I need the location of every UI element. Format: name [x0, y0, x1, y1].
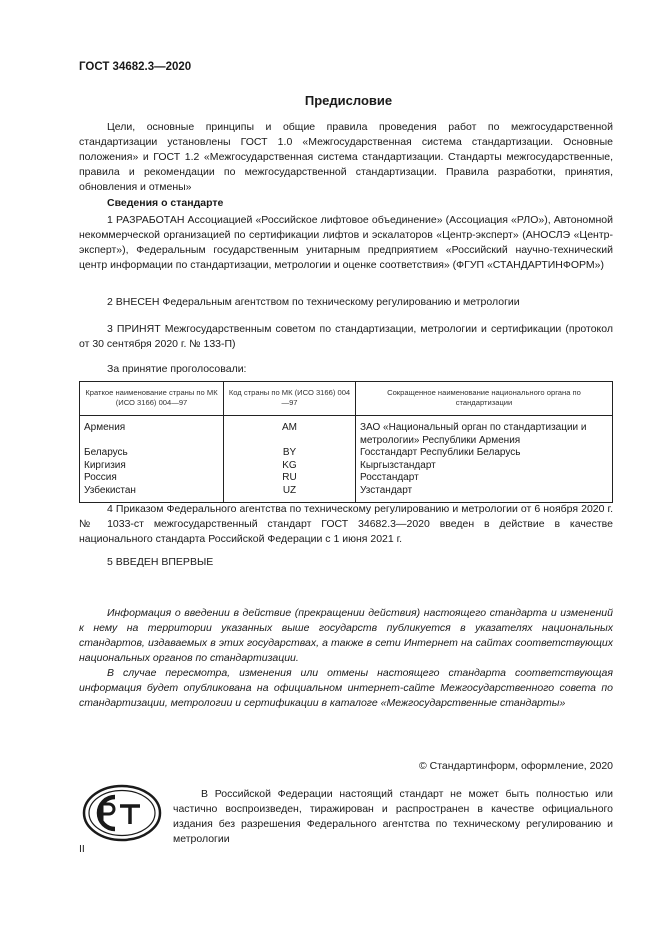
table-row	[80, 472, 613, 485]
cell-code: RU	[224, 472, 356, 485]
cell-country: Беларусь	[80, 447, 224, 460]
rst-logo	[82, 784, 162, 847]
item-5-text: 5 ВВЕДЕН ВПЕРВЫЕ	[107, 556, 214, 568]
cell-country: Киргизия	[80, 460, 224, 473]
cell-body: Росстандарт	[356, 472, 613, 485]
table-row	[80, 416, 613, 448]
intro-paragraph	[79, 120, 613, 195]
document-code: ГОСТ 34682.3—2020	[79, 61, 192, 73]
item-5	[79, 555, 613, 570]
header-code: Код страны по МК (ИСО 3166) 004—97	[224, 382, 356, 416]
cell-body: ЗАО «Национальный орган по стандартизации и метрологии» Республики Армения	[356, 416, 613, 448]
section-title: Сведения о стандарте	[107, 197, 224, 209]
cell-code: KG	[224, 460, 356, 473]
header-body: Сокращенное наименование национального органа по стандартизации	[356, 382, 613, 416]
rst-logo-icon	[82, 784, 162, 842]
copyright: © Стандартинформ, оформление, 2020	[418, 760, 613, 772]
table-header-row	[80, 382, 613, 416]
cell-code: AM	[224, 416, 356, 448]
info-block	[79, 606, 613, 711]
item-4	[79, 502, 613, 547]
info-text-2: В случае пересмотра, изменения или отмены настоящего стандарта соответствующая информация будет опубликована на официальном интернет-сайте Межгосударственного совета по стандартизации, метрологии и сертификации в каталоге «Межгосударственные стандарты»	[79, 667, 613, 709]
table-row	[80, 485, 613, 502]
page-number: II	[79, 843, 85, 855]
item-2	[79, 295, 613, 310]
item-3-text: 3 ПРИНЯТ Межгосударственным советом по стандартизации, метрологии и сертификации (протокол от 30 сентября 2020 г. № 133-П)	[79, 323, 613, 350]
cell-body: Узстандарт	[356, 485, 613, 502]
cell-code: UZ	[224, 485, 356, 502]
item-1	[79, 213, 613, 273]
info-text-1: Информация о введении в действие (прекращении действия) настоящего стандарта и изменений к нему на территории указанных выше государств публикуется в указателях национальных стандартов, издаваемых в этих государствах, а также в сети Интернет на сайтах соответствующих национальных органов по стандартизации.	[79, 607, 613, 664]
cell-body: Кыргызстандарт	[356, 460, 613, 473]
item-1-text: 1 РАЗРАБОТАН Ассоциацией «Российское лифтовое объединение» (Ассоциация «РЛО»), Автономной некоммерческой организацией по сертификации лифтов и эскалаторов «Центр-эксперт» (АНОСЛЭ «Центр-эксперт»), Федеральным государственным унитарным предприятием «Российский научно-технический центр информации по стандартизации, метрологии и оценке соответствия» (ФГУП «СТАНДАРТИНФОРМ»)	[79, 214, 613, 271]
intro-text: Цели, основные принципы и общие правила проведения работ по межгосударственной стандартизации установлены ГОСТ 1.0 «Межгосударственная система стандартизации. Основные положения» и ГОСТ 1.2 «Межгосударственная система стандартизации. Стандарты межгосударственные, правила и рекомендации по межгосударственной стандартизации. Правила разработки, принятия, обновления и отмены»	[79, 121, 613, 193]
cell-code: BY	[224, 447, 356, 460]
cell-body: Госстандарт Республики Беларусь	[356, 447, 613, 460]
cell-country: Узбекистан	[80, 485, 224, 502]
table-row	[80, 460, 613, 473]
header-country: Краткое наименование страны по МК (ИСО 3166) 004—97	[80, 382, 224, 416]
cell-country: Армения	[80, 416, 224, 448]
reproduction-notice	[173, 787, 613, 847]
item-2-text: 2 ВНЕСЕН Федеральным агентством по техническому регулированию и метрологии	[107, 296, 520, 308]
cell-country: Россия	[80, 472, 224, 485]
page-title: Предисловие	[304, 93, 393, 108]
notice-text: В Российской Федерации настоящий стандарт не может быть полностью или частично воспроизведен, тиражирован и распространен в качестве официального издания без разрешения Федерального агентства по техническому регулированию и метрологии	[173, 788, 613, 845]
table-row	[80, 447, 613, 460]
item-3	[79, 322, 613, 352]
agreement-table	[79, 381, 613, 503]
item-4-text: 4 Приказом Федерального агентства по техническому регулированию и метрологии от 6 ноября 2020 г. № 1033-ст межгосударственный стандарт ГОСТ 34682.3—2020 введен в действие в качестве национального стандарта Российской Федерации с 1 июня 2021 г.	[79, 503, 613, 545]
voted-label: За принятие проголосовали:	[107, 363, 247, 375]
